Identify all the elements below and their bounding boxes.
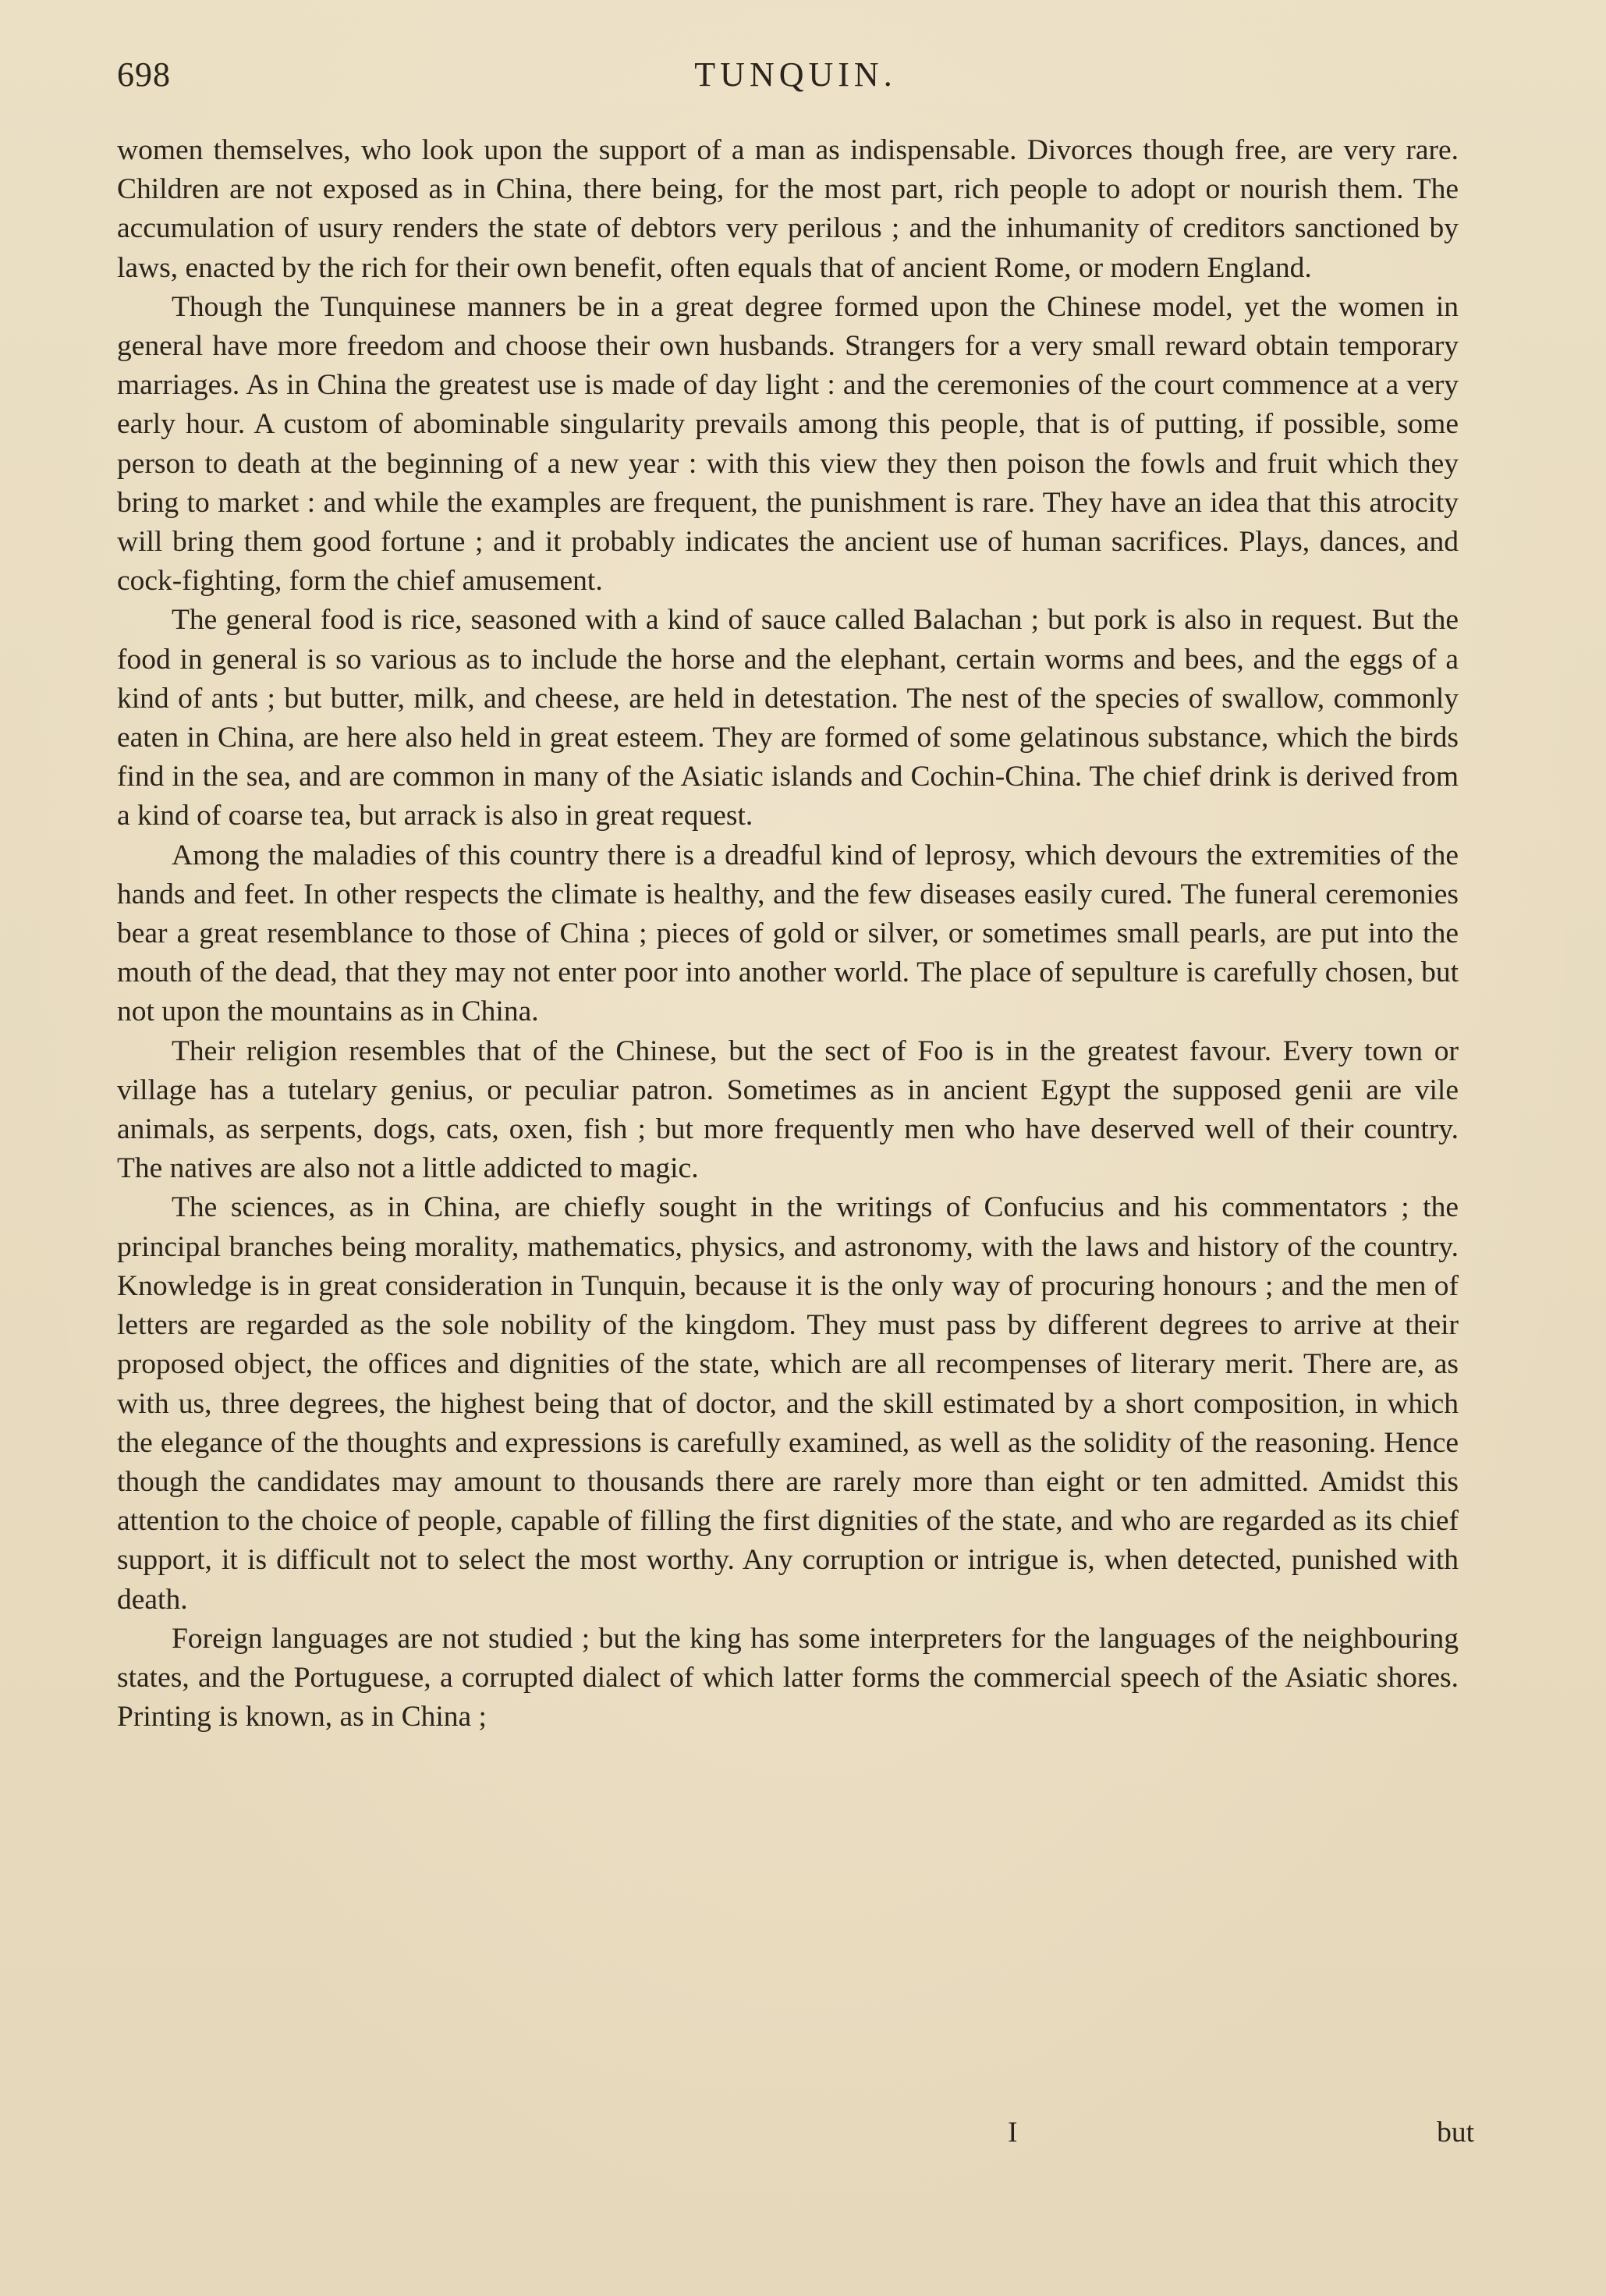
paragraph-languages: Foreign languages are not studied ; but the king has some interpreters for the languages of the neighbouring states, and the Portuguese, a corrupted dialect of which latter forms the commercial speech of the Asiatic shores. Printing is known, as in China ; [117,1622,1459,1734]
paragraph-manners: Though the Tunquinese manners be in a great degree formed upon the Chinese model, yet the women in general have more freedom and choose their own husbands. Strangers for a very small reward obtain temporary marriages. As in China the greatest use is made of day light : and the ceremonies of the court commence at a very early hour. A custom of abominable singularity prevails among this people, that is of putting, if possible, some person to death at the beginning of a new year : with this view they then poison the fowls and fruit which they bring to market : and while the examples are frequent, the punishment is rare. They have an idea that this atrocity will bring them good fortune ; and it probably indicates the ancient use of human sacrifices. Plays, dances, and cock-fighting, form the chief amusement. [117,290,1459,598]
running-title: TUNQUIN. [694,55,897,94]
paragraph-continued: women themselves, who look upon the support of a man as indispensable. Divorces though free, are very rare. Children are not exposed as in China, there being, for the most part, rich people to adopt or nourish them. The accumulation of usury renders the state of debtors very perilous ; and the inhumanity of creditors sanctioned by laws, enacted by the rich for their own benefit, often equals that of ancient Rome, or modern England. [117,134,1459,284]
body-text [117,131,1459,1737]
paragraph-maladies: Among the maladies of this country there is a dreadful kind of leprosy, which devours the extremities of the hands and feet. In other respects the climate is healthy, and the few diseases easily cured. The funeral ceremonies bear a great resemblance to those of China ; pieces of gold or silver, or sometimes small pearls, are put into the mouth of the dead, that they may not enter poor into another world. The place of sepulture is carefully chosen, but not upon the mountains as in China. [117,839,1459,1028]
signature-mark: I [1008,2117,1018,2149]
paragraph-food: The general food is rice, seasoned with a kind of sauce called Balachan ; but pork is also in request. But the food in general is so various as to include the horse and the elephant, certain worms and bees, and the eggs of a kind of ants ; but butter, milk, and cheese, are held in detestation. The nest of the species of swallow, commonly eaten in China, are here also held in great esteem. They are formed of some gelatinous substance, which the birds find in the sea, and are common in many of the Asiatic islands and Cochin-China. The chief drink is derived from a kind of coarse tea, but arrack is also in great request. [117,604,1459,832]
paragraph-sciences: The sciences, as in China, are chiefly sought in the writings of Confucius and his commentators ; the principal branches being morality, mathematics, physics, and astronomy, with the laws and history of the country. Knowledge is in great consideration in Tunquin, because it is the only way of procuring honours ; and the men of letters are regarded as the sole nobility of the kingdom. They must pass by different degrees to arrive at their proposed object, the offices and dignities of the state, which are all recompenses of literary merit. There are, as with us, three degrees, the highest being that of doctor, and the skill estimated by a short composition, in which the elegance of the thoughts and expressions is carefully examined, as well as the solidity of the reasoning. Hence though the candidates may amount to thousands there are rarely more than eight or ten admitted. Amidst this attention to the choice of people, capable of filling the first dignities of the state, and who are regarded as its chief support, it is difficult not to select the most worthy. Any corruption or intrigue is, when detected, punished with death. [117,1191,1459,1616]
paragraph-religion: Their religion resembles that of the Chinese, but the sect of Foo is in the greatest favour. Every town or village has a tutelary genius, or peculiar patron. Sometimes as in ancient Egypt the supposed genii are vile animals, as serpents, dogs, cats, oxen, fish ; but more frequently men who have deserved well of their country. The natives are also not a little addicted to magic. [117,1034,1459,1185]
catchword: but [1437,2117,1474,2149]
page-header [117,55,1474,109]
page-number: 698 [117,55,171,94]
page-footer [117,2116,1474,2163]
